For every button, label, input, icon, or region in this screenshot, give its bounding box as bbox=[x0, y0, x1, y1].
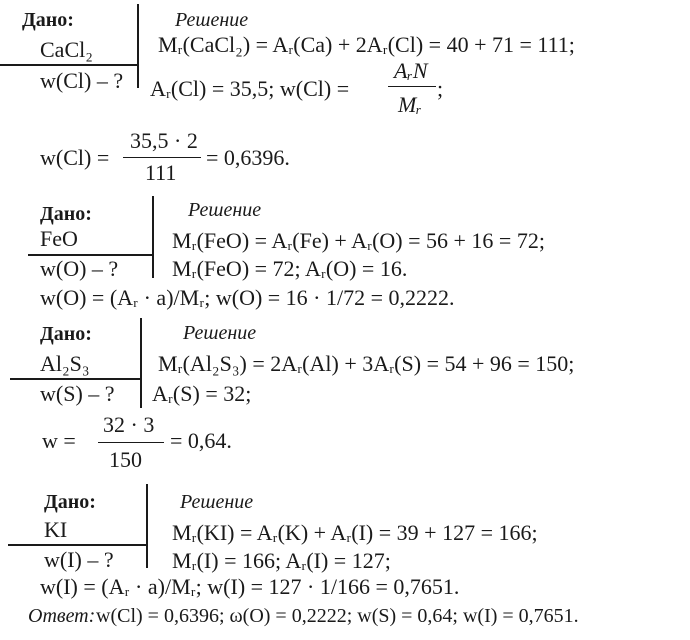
problem1-dano-label: Дано: bbox=[22, 9, 74, 31]
problem1-given: CaCl₂ bbox=[40, 37, 93, 62]
problem4-vertical-divider bbox=[146, 484, 148, 568]
problem3-calc-result: = 0,64. bbox=[170, 428, 232, 453]
problem1-calc-result: = 0,6396. bbox=[206, 145, 290, 170]
problem3-solution-label: Решение bbox=[183, 322, 257, 344]
problem2-dano-label: Дано: bbox=[40, 203, 92, 225]
problem1-find: w(Cl) – ? bbox=[40, 68, 124, 93]
problem4-horizontal-divider bbox=[8, 544, 147, 546]
problem1-solution-label: Решение bbox=[175, 9, 249, 31]
problem3-given: Al₂S₃ bbox=[40, 351, 90, 376]
problem3-molar-mass-line: Mᵣ(Al₂S₃) = 2Aᵣ(Al) + 3Aᵣ(S) = 54 + 96 = 150; bbox=[158, 351, 575, 376]
problem1-molar-mass-line: Mᵣ(CaCl₂) = Aᵣ(Ca) + 2Aᵣ(Cl) = 40 + 71 = 111; bbox=[158, 32, 575, 57]
problem3-calc-numerator: 32 · 3 bbox=[103, 412, 155, 437]
problem3-calc-fraction-bar bbox=[98, 442, 164, 443]
problem1-formula-denominator: Mᵣ bbox=[398, 92, 422, 117]
problem4-result-line: w(I) = (Aᵣ · a)/Mᵣ; w(I) = 127 · 1/166 = 0,7651. bbox=[40, 574, 460, 599]
problem1-calc-numerator: 35,5 · 2 bbox=[130, 128, 198, 153]
problem1-formula-end: ; bbox=[437, 76, 444, 101]
problem4-solution-label: Решение bbox=[180, 491, 254, 513]
problem2-find: w(O) – ? bbox=[40, 256, 119, 281]
problem1-formula-fraction-bar bbox=[388, 86, 436, 87]
problem3-horizontal-divider bbox=[10, 378, 141, 380]
problem4-dano-label: Дано: bbox=[44, 491, 96, 513]
problem2-molar-mass-line: Mᵣ(FeO) = Aᵣ(Fe) + Aᵣ(O) = 56 + 16 = 72; bbox=[172, 228, 545, 253]
problem1-formula-line: Aᵣ(Cl) = 35,5; w(Cl) = bbox=[150, 76, 350, 101]
answer-label: Ответ: bbox=[28, 605, 96, 627]
problem2-values-line: Mᵣ(FeO) = 72; Aᵣ(O) = 16. bbox=[172, 256, 408, 281]
problem4-values-line: Mᵣ(I) = 166; Aᵣ(I) = 127; bbox=[172, 548, 391, 573]
problem3-values-line: Aᵣ(S) = 32; bbox=[152, 381, 252, 406]
problem3-calc-lhs: w = bbox=[42, 428, 76, 453]
problem1-vertical-divider bbox=[137, 4, 139, 88]
problem3-dano-label: Дано: bbox=[40, 323, 92, 345]
problem3-find: w(S) – ? bbox=[40, 381, 115, 406]
problem1-calc-lhs: w(Cl) = bbox=[40, 145, 110, 170]
problem3-calc-denominator: 150 bbox=[109, 447, 142, 472]
problem2-vertical-divider bbox=[152, 196, 154, 278]
problem1-calc-denominator: 111 bbox=[145, 160, 177, 185]
problem2-result-line: w(O) = (Aᵣ · a)/Mᵣ; w(O) = 16 · 1/72 = 0,2222. bbox=[40, 285, 455, 310]
problem4-molar-mass-line: Mᵣ(KI) = Aᵣ(K) + Aᵣ(I) = 39 + 127 = 166; bbox=[172, 520, 538, 545]
problem4-find: w(I) – ? bbox=[44, 547, 114, 572]
problem4-given: KI bbox=[44, 517, 68, 542]
answer-text: w(Cl) = 0,6396; ω(O) = 0,2222; w(S) = 0,64; w(I) = 0,7651. bbox=[96, 605, 579, 627]
problem2-solution-label: Решение bbox=[188, 199, 262, 221]
problem1-formula-numerator: AᵣN bbox=[394, 58, 428, 83]
problem2-given: FeO bbox=[40, 226, 78, 251]
problem1-horizontal-divider bbox=[0, 64, 138, 66]
problem3-vertical-divider bbox=[140, 318, 142, 408]
problem1-calc-fraction-bar bbox=[123, 157, 201, 158]
